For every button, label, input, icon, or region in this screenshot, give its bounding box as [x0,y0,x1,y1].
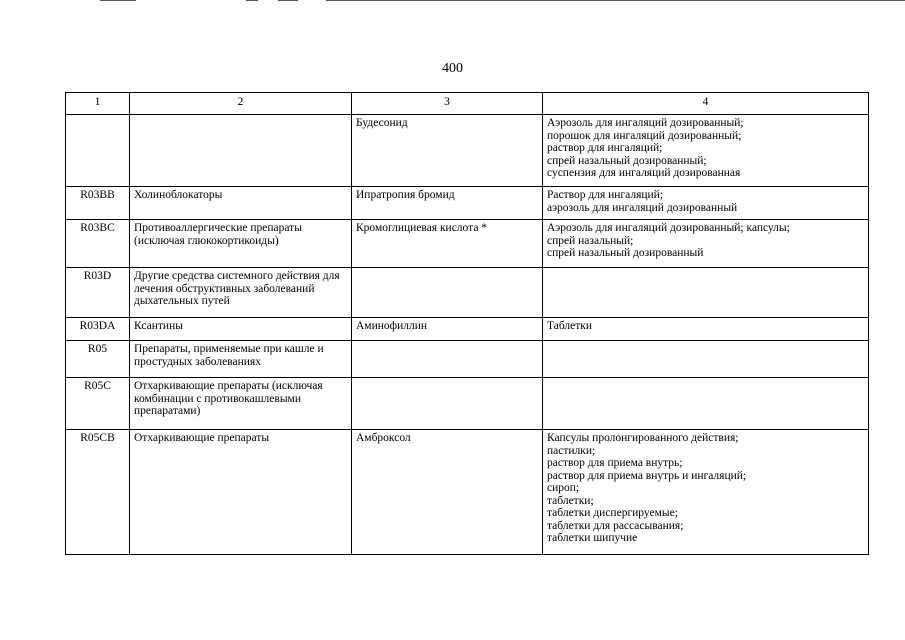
page-number: 400 [442,61,463,76]
dosage-form-line: спрей назальный; [547,234,634,247]
table-row [66,378,869,430]
table-row [66,115,869,187]
atc-code-cell: R03BB [66,187,130,220]
dosage-form-line: раствор для приема внутрь и ингаляций; [547,469,747,482]
dosage-form-line: пастилки; [547,444,596,457]
dosage-forms-cell [543,318,869,341]
dosage-form-line: суспензия для ингаляций дозированная [547,167,741,179]
group-cell: Препараты, применяемые при кашле и простудных заболеваниях [130,341,352,378]
drug-cell: Кромоглициевая кислота * [352,220,543,268]
group-cell: Отхаркивающие препараты (исключая комбинации с противокашлевыми препаратами) [130,378,352,430]
drug-cell: Амброксол [352,430,543,555]
dosage-form-line: таблетки диспергируемые; [547,507,678,519]
dosage-forms-cell [543,115,869,187]
group-cell [130,115,352,187]
dosage-form-line: Таблетки [547,320,593,332]
atc-code-cell: R05 [66,341,130,378]
dosage-forms-cell [543,341,869,378]
dosage-form-line: раствор для приема внутрь; [547,457,683,469]
dosage-form-line: спрей назальный дозированный; [547,154,707,167]
group-cell: Другие средства системного действия для лечения обструктивных заболеваний дыхательных путей [130,268,352,318]
group-cell: Ксантины [130,318,352,341]
dosage-form-line: Аэрозоль для ингаляций дозированный; капсулы; [547,222,790,234]
drug-cell [352,378,543,430]
dosage-form-line: Аэрозоль для ингаляций дозированный; [547,117,744,129]
table-row [66,318,869,341]
dosage-forms-cell [543,268,869,318]
drug-cell: Будесонид [352,115,543,187]
dosage-form-line: таблетки для рассасывания; [547,519,684,532]
dosage-forms-cell [543,220,869,268]
group-cell: Отхаркивающие препараты [130,430,352,555]
dosage-forms-cell [543,378,869,430]
group-cell: Холиноблокаторы [130,187,352,220]
dosage-form-line: спрей назальный дозированный [547,247,704,259]
drug-cell: Ипратропия бромид [352,187,543,220]
dosage-forms-cell [543,187,869,220]
dosage-form-line: раствор для ингаляций; [547,142,663,154]
column-header-4: 4 [543,93,869,115]
dosage-form-line: таблетки; [547,494,594,507]
dosage-form-line: порошок для ингаляций дозированный; [547,129,742,142]
column-header-2: 2 [130,93,352,115]
atc-code-cell: R05C [66,378,130,430]
group-cell: Противоаллергические препараты (исключая глюкокортикоиды) [130,220,352,268]
atc-code-cell: R03BC [66,220,130,268]
atc-code-cell: R03D [66,268,130,318]
atc-code-cell: R03DA [66,318,130,341]
table-row [66,268,869,318]
dosage-form-line: Капсулы пролонгированного действия; [547,432,739,444]
dosage-form-line: Раствор для ингаляций; [547,189,664,201]
table-row [66,341,869,378]
drug-cell [352,268,543,318]
drug-cell: Аминофиллин [352,318,543,341]
dosage-form-line: аэрозоль для ингаляций дозированный [547,201,738,214]
atc-code-cell [66,115,130,187]
dosage-form-line: сироп; [547,482,580,494]
column-header-3: 3 [352,93,543,115]
drug-cell [352,341,543,378]
table-row [66,430,869,555]
header-row [66,93,869,115]
dosage-forms-cell [543,430,869,555]
dosage-form-line: таблетки шипучие [547,532,638,544]
scan-edge-marks [0,0,905,3]
column-header-1: 1 [66,93,130,115]
atc-code-cell: R05CB [66,430,130,555]
table-row [66,220,869,268]
drug-table [65,92,869,555]
table-row [66,187,869,220]
